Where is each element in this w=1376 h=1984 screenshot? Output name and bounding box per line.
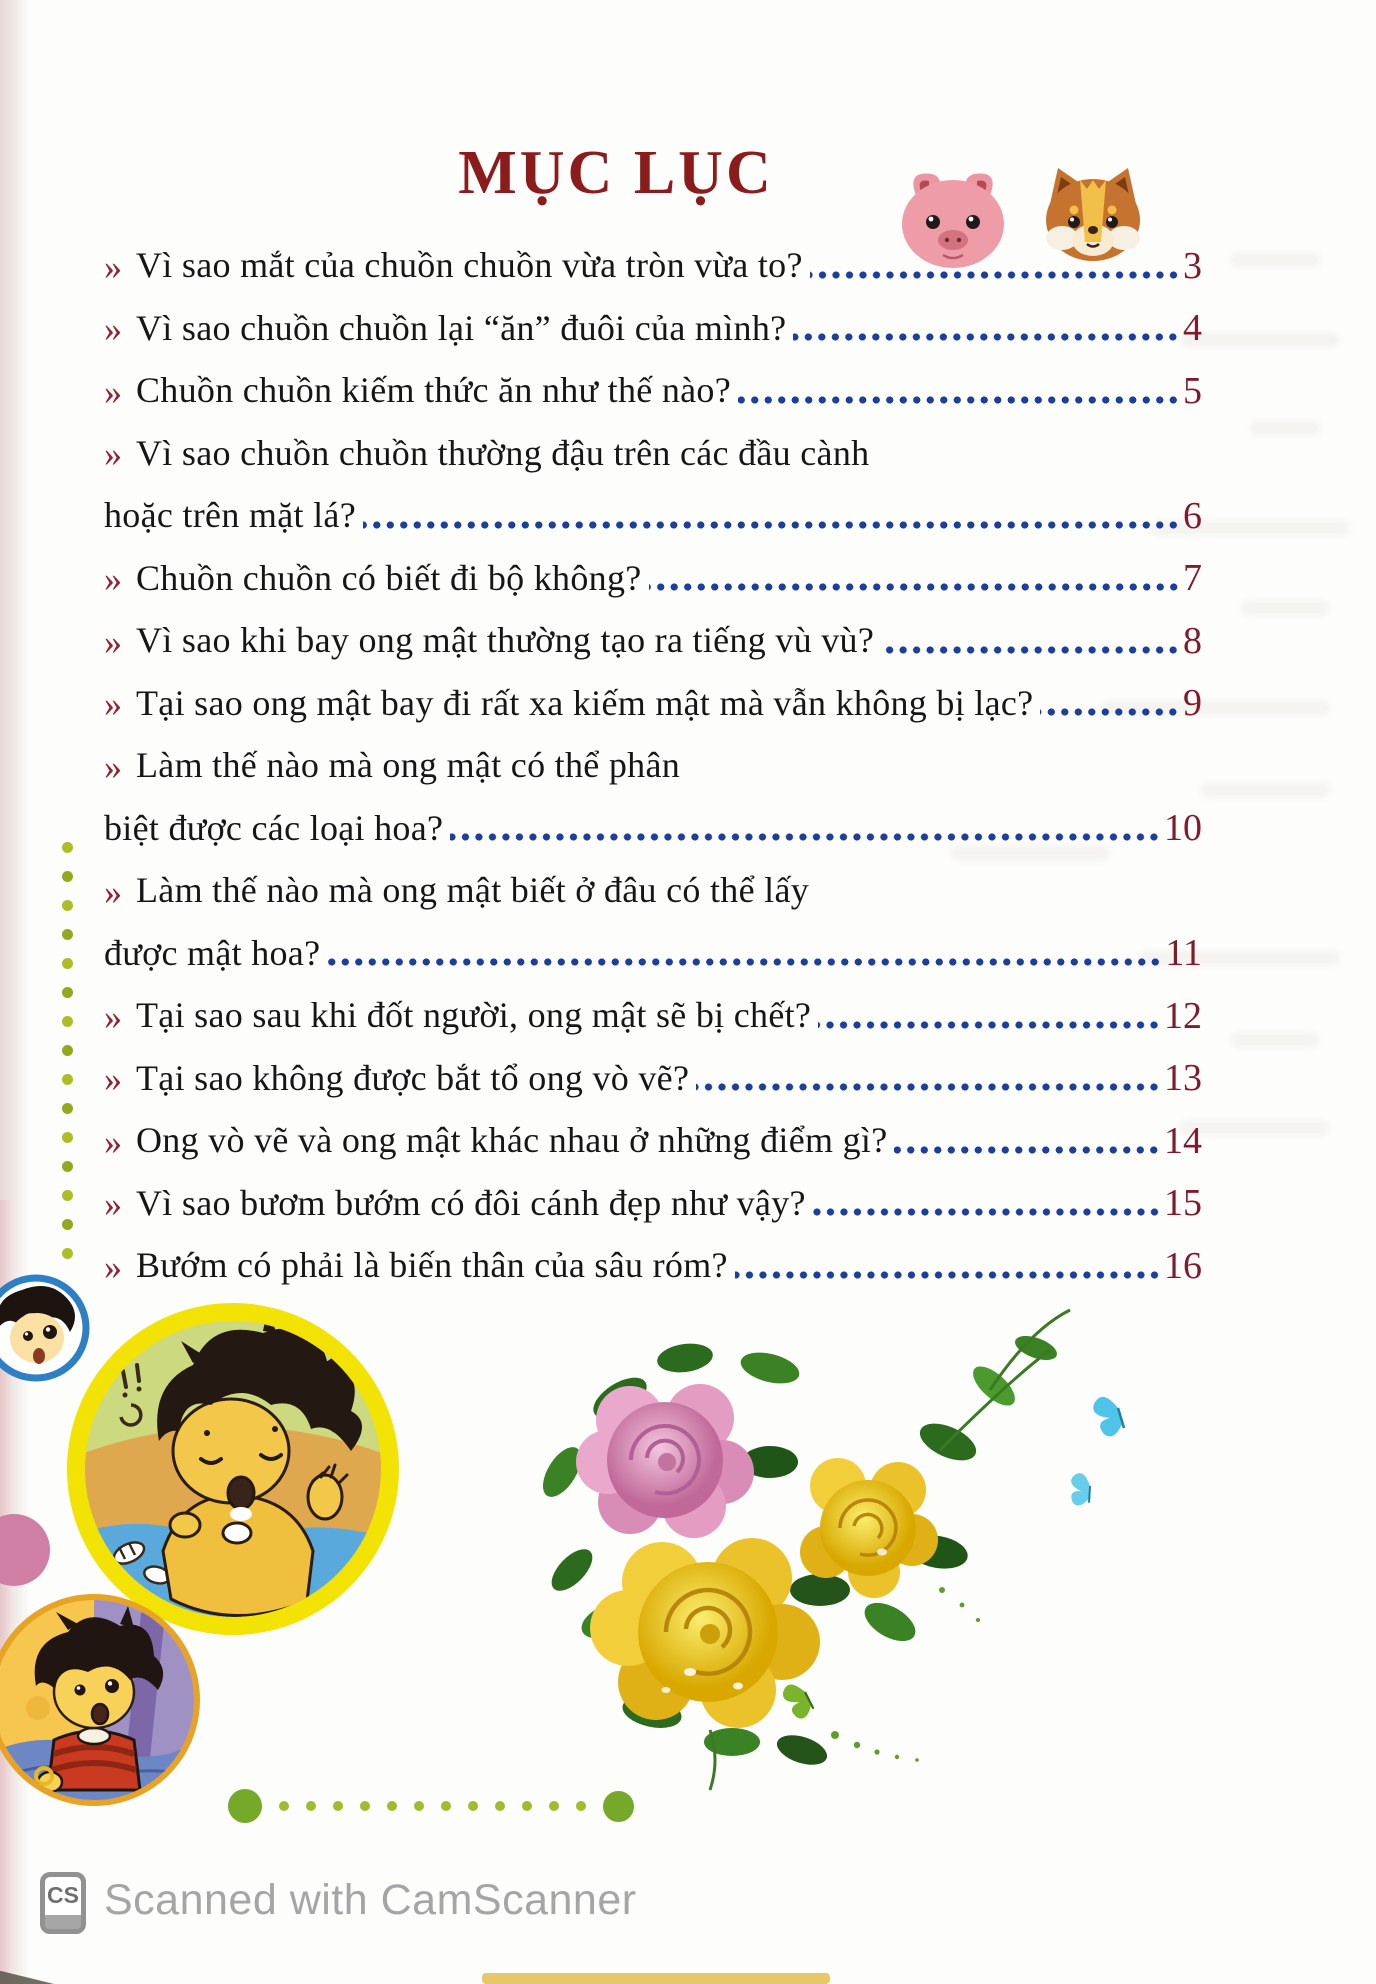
toc-page-number[interactable]: 13 [1164, 1057, 1202, 1099]
toc-row [104, 730, 1202, 793]
toc-entry-text[interactable]: được mật hoa? [104, 932, 321, 973]
green-dot [387, 1801, 397, 1811]
toc-dotted-leader [649, 582, 1180, 592]
toc-row [104, 1168, 1202, 1231]
toc-page-number[interactable]: 7 [1183, 557, 1202, 599]
toc-bullet: » [104, 871, 122, 912]
green-dot [62, 1132, 73, 1143]
toc-page-number[interactable]: 12 [1164, 994, 1202, 1037]
green-dot [62, 871, 73, 882]
toc-bullet: » [104, 1121, 122, 1162]
toc-entry-text[interactable]: hoặc trên mặt lá? [104, 495, 356, 536]
toc-bullet: » [104, 246, 122, 287]
toc-row [104, 855, 1202, 918]
green-circle [228, 1789, 262, 1823]
pink-rose [576, 1384, 754, 1538]
toc-entry-text[interactable]: Tại sao không được bắt tổ ong vò vẽ? [136, 1057, 690, 1098]
toc-dotted-leader [810, 270, 1180, 280]
toc-dotted-leader [1040, 707, 1180, 717]
toc-row [104, 1105, 1202, 1168]
toc-bullet: » [104, 434, 122, 474]
toc-page-number[interactable]: 4 [1183, 307, 1202, 349]
toc-dotted-leader [450, 832, 1161, 842]
toc-entry-text[interactable]: Bướm có phải là biến thân của sâu róm? [136, 1245, 728, 1286]
camscanner-logo-base [45, 1915, 81, 1929]
toc-entry-text[interactable]: Ong vò vẽ và ong mật khác nhau ở những điểm gì? [136, 1120, 888, 1161]
green-dot [62, 929, 73, 940]
toc-entry-text[interactable]: Vì sao mắt của chuồn chuồn vừa tròn vừa to? [136, 245, 803, 286]
green-dot [468, 1801, 478, 1811]
toc-bullet: » [104, 1059, 122, 1099]
toc-list [104, 230, 1202, 1293]
toc-page-number[interactable]: 15 [1164, 1182, 1202, 1224]
toc-entry-text[interactable]: Làm thế nào mà ong mật có thể phân [136, 745, 681, 786]
toc-entry-text[interactable]: Vì sao chuồn chuồn thường đậu trên các đầu cành [136, 432, 870, 473]
toc-entry-text[interactable]: Vì sao khi bay ong mật thường tạo ra tiếng vù vù? [136, 620, 875, 661]
butterfly-icon [1093, 1397, 1124, 1437]
toc-dotted-leader [793, 332, 1180, 342]
pink-dot [0, 1514, 50, 1586]
toc-page-number[interactable]: 16 [1164, 1244, 1202, 1287]
toc-row [104, 418, 1202, 481]
yellow-rose-right [800, 1458, 938, 1598]
green-dot [414, 1801, 424, 1811]
toc-row-continuation [104, 480, 1202, 543]
camscanner-logo [40, 1872, 86, 1934]
green-dot [495, 1801, 505, 1811]
bleedthrough-smudge [1230, 252, 1320, 268]
toc-entry-text[interactable]: Vì sao chuồn chuồn lại “ăn” đuôi của mình? [136, 307, 787, 348]
toc-row [104, 293, 1202, 356]
bleedthrough-smudge [1240, 600, 1330, 616]
toc-bullet: » [104, 684, 122, 724]
camscanner-watermark: Scanned with CamScanner [104, 1876, 637, 1924]
toc-page-number[interactable]: 14 [1164, 1119, 1202, 1162]
toc-page-number[interactable]: 6 [1183, 494, 1202, 537]
toc-page-number[interactable]: 5 [1183, 369, 1202, 412]
toc-entry-text[interactable]: Chuồn chuồn có biết đi bộ không? [136, 557, 642, 598]
toc-entry-text[interactable]: Làm thế nào mà ong mật biết ở đâu có thể lấy [136, 870, 810, 911]
toc-dotted-leader [818, 1020, 1161, 1030]
toc-row-continuation [104, 918, 1202, 981]
bleedthrough-smudge [1230, 1032, 1320, 1048]
toc-dotted-leader [363, 520, 1180, 530]
toc-dotted-leader [881, 645, 1180, 655]
green-dot [62, 1161, 73, 1172]
butterfly-icon [781, 1681, 814, 1721]
green-dot [576, 1801, 586, 1811]
page-title: MỤC LỤC [458, 139, 774, 207]
rose-bouquet-illustration [470, 1290, 1170, 1815]
decorative-dots-column [62, 842, 73, 1259]
toc-row [104, 605, 1202, 668]
toc-entry-text[interactable]: biệt được các loại hoa? [104, 807, 444, 848]
toc-page-number[interactable]: 9 [1183, 682, 1202, 724]
toc-bullet: » [104, 309, 122, 349]
butterfly-icon [1064, 1471, 1098, 1509]
green-dot [62, 1103, 73, 1114]
toc-entry-text[interactable]: Tại sao ong mật bay đi rất xa kiếm mật mà vẫn không bị lạc? [136, 682, 1034, 723]
toc-entry-text[interactable]: Vì sao bươm bướm có đôi cánh đẹp như vậy? [136, 1182, 806, 1223]
green-dot [62, 958, 73, 969]
toc-page-number[interactable]: 8 [1183, 619, 1202, 662]
toc-page-number[interactable]: 10 [1164, 807, 1202, 849]
toc-row [104, 543, 1202, 606]
boy-waking-in-orange-circle [0, 1588, 206, 1817]
camscanner-logo-text: CS [47, 1882, 79, 1908]
green-dot [62, 1045, 73, 1056]
green-dot [62, 1016, 73, 1027]
green-dot [333, 1801, 343, 1811]
toc-dotted-leader [813, 1207, 1161, 1217]
toc-row [104, 1230, 1202, 1293]
green-dot [62, 1248, 73, 1259]
toc-row [104, 355, 1202, 418]
toc-bullet: » [104, 559, 122, 599]
toc-dotted-leader [327, 957, 1162, 967]
toc-dotted-leader [696, 1082, 1161, 1092]
green-dot [360, 1801, 370, 1811]
toc-dotted-leader [738, 395, 1180, 405]
green-circle [603, 1791, 634, 1822]
toc-dotted-leader [894, 1145, 1161, 1155]
toc-dotted-leader [735, 1270, 1161, 1280]
toc-row-continuation [104, 793, 1202, 856]
toc-row [104, 1043, 1202, 1106]
green-dot [62, 900, 73, 911]
green-dot [441, 1801, 451, 1811]
toc-row [104, 230, 1202, 293]
toc-row [104, 668, 1202, 731]
green-dot [62, 1219, 73, 1230]
green-dot [62, 1074, 73, 1085]
green-dot [549, 1801, 559, 1811]
toc-bullet: » [104, 621, 122, 662]
toc-page-number[interactable]: 11 [1165, 932, 1202, 974]
toc-bullet: » [104, 996, 122, 1037]
toc-bullet: » [104, 1246, 122, 1287]
green-dot [279, 1801, 289, 1811]
green-dot [62, 1190, 73, 1201]
toc-page-number[interactable]: 3 [1183, 244, 1202, 287]
bleedthrough-smudge [1180, 332, 1340, 348]
bleedthrough-smudge [1250, 420, 1320, 436]
bleedthrough-smudge [1200, 782, 1330, 798]
toc-row [104, 980, 1202, 1043]
bleedthrough-smudge [1180, 1120, 1330, 1136]
toc-entry-text[interactable]: Chuồn chuồn kiếm thức ăn như thế nào? [136, 370, 731, 411]
toc-bullet: » [104, 746, 122, 787]
green-dot [62, 987, 73, 998]
green-dot [62, 842, 73, 853]
decorative-dots-row [228, 1789, 634, 1823]
toc-entry-text[interactable]: Tại sao sau khi đốt người, ong mật sẽ bị chết? [136, 995, 812, 1036]
green-dot [306, 1801, 316, 1811]
scan-bottom-artifact [482, 1973, 830, 1984]
toc-bullet: » [104, 371, 122, 412]
green-dot [522, 1801, 532, 1811]
toc-bullet: » [104, 1184, 122, 1224]
